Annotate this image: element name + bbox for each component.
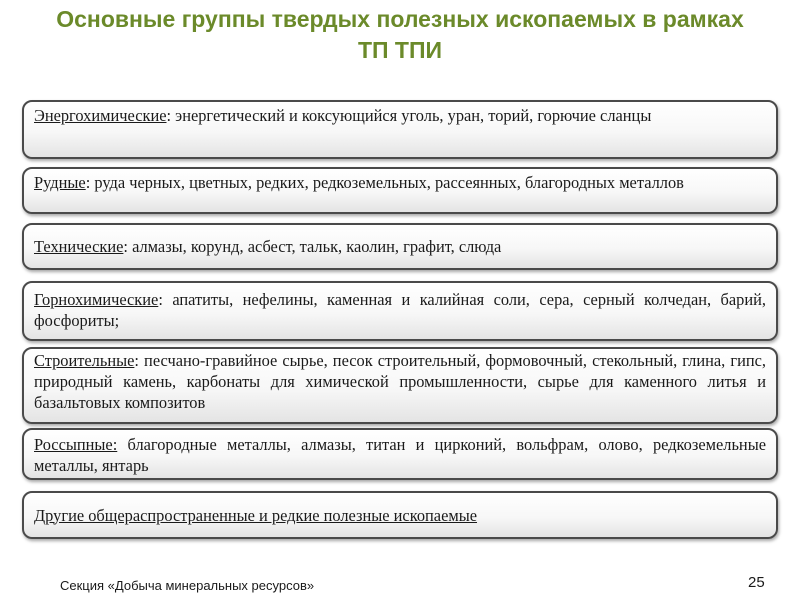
group-description: руда черных, цветных, редких, редкоземельных, рассеянных, благородных металлов (90, 173, 684, 192)
group-box-ore (22, 167, 778, 214)
group-term: Технические (34, 237, 124, 256)
group-term: Строительные (34, 351, 135, 370)
group-box-energy (22, 100, 778, 159)
group-term: Россыпные: (34, 435, 118, 454)
group-separator: : (166, 106, 172, 125)
group-text (34, 350, 766, 413)
group-separator: : (134, 351, 139, 370)
group-box-placer (22, 428, 778, 480)
group-separator: : (158, 290, 163, 309)
group-description: энергетический и коксующийся уголь, уран, торий, горючие сланцы (171, 106, 652, 125)
group-text (34, 289, 766, 331)
group-term: Другие общераспространенные и редкие полезные ископаемые (34, 505, 478, 525)
group-separator: : (85, 173, 91, 192)
slide-title: Основные группы твердых полезных ископаемых в рамках ТП ТПИ (56, 6, 744, 63)
group-description: песчано-гравийное сырье, песок строительный, формовочный, стекольный, глина, гипс, природный камень, карбонаты для химической промышленности, сырье для каменного литья и базальтовых композитов (34, 351, 766, 412)
group-term: Горнохимические (34, 290, 159, 309)
footer-section: Секция «Добыча минеральных ресурсов» (60, 578, 315, 593)
group-text (34, 505, 477, 526)
group-term: Энергохимические (34, 106, 167, 125)
group-text (34, 105, 766, 126)
group-term: Рудные (34, 173, 86, 192)
group-box-construction (22, 347, 778, 424)
page-number: 25 (748, 574, 765, 591)
group-description: апатиты, нефелины, каменная и калийная соли, сера, серный колчедан, барий, фосфориты; (34, 290, 766, 330)
group-box-technical (22, 223, 778, 270)
group-box-other (22, 491, 778, 539)
group-text (34, 172, 766, 193)
group-text (34, 236, 501, 257)
group-text (34, 434, 766, 476)
group-separator: : (123, 237, 128, 256)
group-description: алмазы, корунд, асбест, тальк, каолин, графит, слюда (127, 237, 502, 256)
group-description: благородные металлы, алмазы, титан и цирконий, вольфрам, олово, редкоземельные металлы, янтарь (34, 435, 766, 475)
group-box-mining-chemical (22, 281, 778, 341)
